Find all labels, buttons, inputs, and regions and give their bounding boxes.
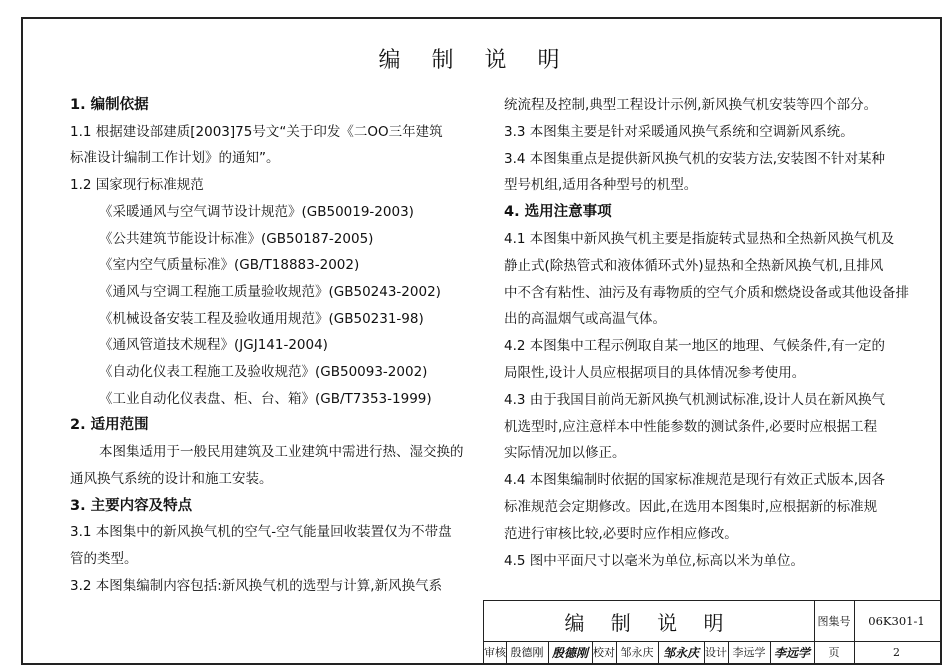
text-line: 统流程及控制,典型工程设计示例,新风换气机安装等四个部分。 bbox=[504, 97, 878, 113]
text-line: 《工业自动化仪表盘、柜、台、箱》(GB/T7353-1999) bbox=[99, 390, 432, 407]
atlas-number-label: 图集号 bbox=[817, 615, 851, 628]
designer-name: 李远学 bbox=[732, 646, 766, 659]
text-line: 3.2 本图集编制内容包括:新风换气机的选型与计算,新风换气系 bbox=[70, 577, 443, 594]
title-block-divider bbox=[484, 641, 940, 642]
checker-name: 邹永庆 bbox=[620, 646, 654, 659]
title-block-divider bbox=[854, 601, 855, 663]
title-block-divider bbox=[616, 641, 617, 663]
text-line: 机选型时,应注意样本中性能参数的测试条件,必要时应根据工程 bbox=[504, 418, 878, 435]
title-block bbox=[483, 600, 941, 664]
text-line: 1.2 国家现行标准规范 bbox=[70, 177, 204, 194]
text-line: 管的类型。 bbox=[70, 550, 138, 567]
text-line: 范进行审核比较,必要时应作相应修改。 bbox=[504, 525, 738, 542]
check-label: 校对 bbox=[593, 646, 615, 659]
atlas-number: 06K301-1 bbox=[868, 614, 925, 628]
text-line: 中不含有粘性、油污及有毒物质的空气介质和燃烧设备或其他设备排 bbox=[504, 284, 909, 301]
title-block-name: 编 制 说 明 bbox=[564, 610, 734, 635]
reviewer-name: 殷德刚 bbox=[510, 646, 544, 659]
section-heading: 2. 适用范围 bbox=[70, 417, 149, 434]
text-line: 通风换气系统的设计和施工安装。 bbox=[70, 470, 273, 487]
title-block-divider bbox=[770, 641, 771, 663]
text-line: 《机械设备安装工程及验收通用规范》(GB50231-98) bbox=[99, 310, 424, 327]
text-line: 《自动化仪表工程施工及验收规范》(GB50093-2002) bbox=[99, 364, 428, 380]
text-line: 标准设计编制工作计划》的通知”。 bbox=[70, 150, 280, 167]
text-line: 《通风管道技术规程》(JGJ141-2004) bbox=[99, 337, 328, 354]
section-heading: 4. 选用注意事项 bbox=[504, 204, 612, 221]
designer-signature: 李远学 bbox=[773, 645, 810, 660]
section-heading: 1. 编制依据 bbox=[70, 97, 149, 113]
text-line: 3.1 本图集中的新风换气机的空气-空气能量回收装置仅为不带盘 bbox=[70, 524, 452, 541]
text-line: 3.4 本图集重点是提供新风换气机的安装方法,安装图不针对某种 bbox=[504, 150, 886, 167]
text-line: 《采暖通风与空气调节设计规范》(GB50019-2003) bbox=[99, 203, 414, 220]
text-line: 3.3 本图集主要是针对采暖通风换气系统和空调新风系统。 bbox=[504, 123, 854, 140]
review-label: 审核 bbox=[484, 646, 506, 659]
text-line: 局限性,设计人员应根据项目的具体情况参考使用。 bbox=[504, 365, 806, 381]
checker-signature: 邹永庆 bbox=[662, 645, 699, 660]
text-line: 《公共建筑节能设计标准》(GB50187-2005) bbox=[99, 230, 374, 247]
text-line: 静止式(除热管式和液体循环式外)显热和全热新风换气机,且排风 bbox=[504, 257, 884, 274]
text-line: 4.2 本图集中工程示例取自某一地区的地理、气候条件,有一定的 bbox=[504, 338, 886, 355]
page-label: 页 bbox=[828, 646, 840, 659]
text-line: 型号机组,适用各种型号的机型。 bbox=[504, 177, 698, 194]
page-title: 编 制 说 明 bbox=[378, 48, 572, 73]
section-heading: 3. 主要内容及特点 bbox=[70, 497, 193, 514]
title-block-divider bbox=[506, 641, 507, 663]
title-block-divider bbox=[728, 641, 729, 663]
title-block-divider bbox=[814, 601, 815, 663]
text-line: 本图集适用于一般民用建筑及工业建筑中需进行热、湿交换的 bbox=[99, 444, 464, 461]
text-line: 实际情况加以修正。 bbox=[504, 445, 626, 462]
text-line: 标准规范会定期修改。因此,在选用本图集时,应根据新的标准规 bbox=[504, 499, 878, 515]
text-line: 4.1 本图集中新风换气机主要是指旋转式显热和全热新风换气机及 bbox=[504, 231, 895, 247]
text-line: 《通风与空调工程施工质量验收规范》(GB50243-2002) bbox=[99, 283, 441, 300]
text-line: 4.3 由于我国目前尚无新风换气机测试标准,设计人员在新风换气 bbox=[504, 391, 886, 408]
reviewer-signature: 殷德刚 bbox=[551, 645, 588, 660]
text-line: 出的高温烟气或高温气体。 bbox=[504, 311, 666, 328]
page-number: 2 bbox=[893, 645, 900, 659]
design-label: 设计 bbox=[705, 646, 727, 659]
text-line: 4.5 图中平面尺寸以毫米为单位,标高以米为单位。 bbox=[504, 552, 805, 569]
text-line: 1.1 根据建设部建质[2003]75号文“关于印发《二OO三年建筑 bbox=[70, 123, 443, 140]
title-block-divider bbox=[592, 641, 593, 663]
text-line: 4.4 本图集编制时依据的国家标准规范是现行有效正式版本,因各 bbox=[504, 472, 886, 489]
title-block-divider bbox=[658, 641, 659, 663]
title-block-divider bbox=[704, 641, 705, 663]
title-block-divider bbox=[548, 641, 549, 663]
text-line: 《室内空气质量标准》(GB/T18883-2002) bbox=[99, 257, 360, 274]
